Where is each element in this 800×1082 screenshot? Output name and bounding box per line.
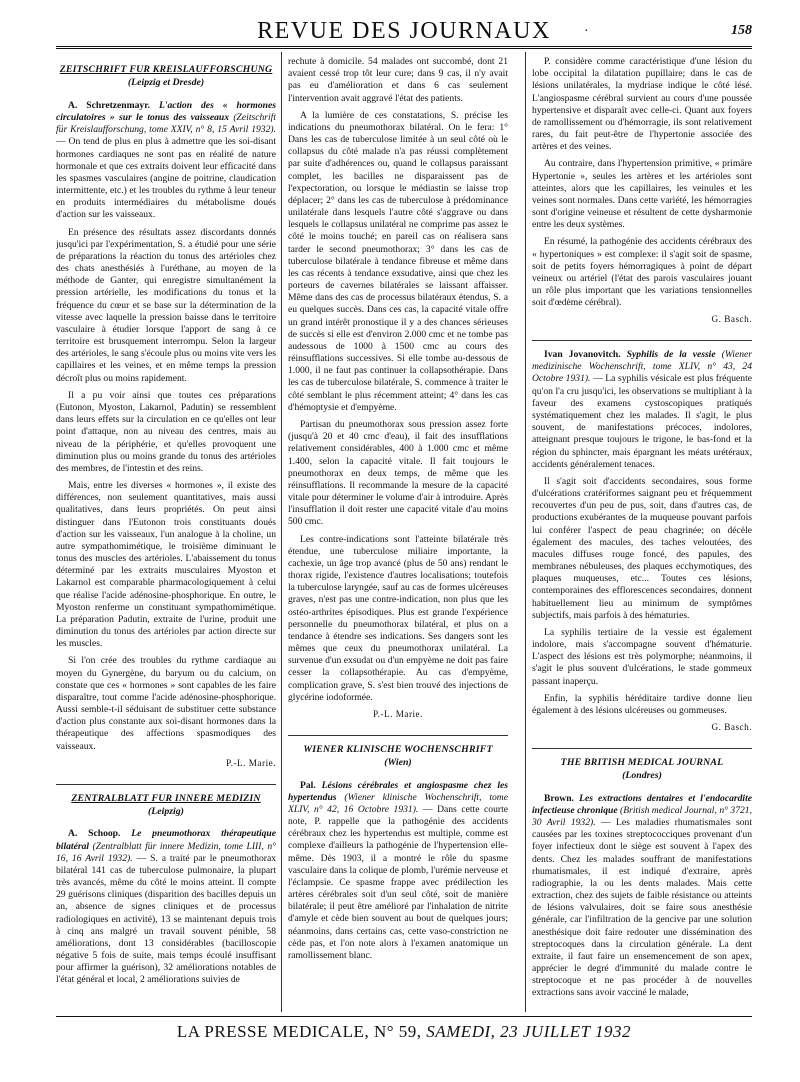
journal-name: THE BRITISH MEDICAL JOURNAL: [560, 756, 724, 768]
article-signature: P.-L. Marie.: [226, 757, 276, 768]
column-2: [288, 56, 508, 1014]
column-divider: [281, 52, 282, 1012]
article-author: Ivan Jovanovitch.: [544, 349, 621, 361]
article-paragraph: Mais, entre les diverses « hormones », il existe des différences, non seulement quantitatives, mais aussi qualitatives, dans leurs propriétés. On peut ainsi distinguer dans l'Eutonon trois constituants doués d'action sur les vaisseaux, l'un analogue à la choline, un autre sympathomimétique, le troisième diminuant le tonus des muscles des artérioles. L'abaissement du tonus déterminé par les extraits musculaires Myoston et Lakarnol est comparable pharmacologiquement à celui que réalise l'acide adénosine-phosphorique. En outre, le Myoston renferme un constituant sympathomimétique. La préparation Padutin, extraite de l'urine, produit une diminution du tonus des artérioles par action directe sur les muscles.: [56, 480, 276, 650]
article-reference: (Zeitschrift für Kreislaufforschung, tome XXIV, n° 8, 15 Avril 1932).: [56, 112, 276, 136]
column-1: [56, 56, 276, 996]
article-paragraph: Si l'on crée des troubles du rythme cardiaque au moyen du Gynergène, du baryum ou du calcium, on constate que ces « hormones » sont capables de les faire disparaître, tout comme l'acide adénosine-phosphorique. Aussi semble-t-il séduisant de substituer cette substance d'action plus constante aux soi-disant hormones dans la thérapeutique des affections spasmodiques des vaisseaux.: [56, 655, 276, 752]
journal-city: (Wien): [384, 757, 412, 769]
journal-city: (Leipzig et Dresde): [127, 77, 205, 89]
article-text: — La syphilis vésicale est plus fréquente qu'on l'a cru jusqu'ici, les observations se multipliant à la faveur des examens cystoscopiques pratiqués systématiquement chez les malades. Il s'agit, le plus souvent, de manifestations précoces, indolores, atteignant presque toujours le trigone, le bas-fond et la région du sphincter, mais épargnant les méats urétéraux, accidents généralement tenaces.: [532, 373, 752, 470]
article-reference: (Wiener medizinische Wochenschrift, tome XLIV, n° 43, 24 Octobre 1931).: [532, 349, 752, 385]
article-paragraph: Au contraire, dans l'hypertension primitive, « primäre Hypertonie », seules les artères et les artérioles sont atteintes, alors que les capillaires, les veinules et les veines sont normales. Dans cette variété, les hémorragies sont d'origine veineuse et résultent de cette dysharmonie entre les deux systèmes.: [532, 158, 752, 231]
journal-name: ZEITSCHRIFT FUR KREISLAUFFORSCHUNG: [59, 64, 273, 75]
article-paragraph: [532, 349, 752, 471]
page-footer: [56, 1022, 752, 1042]
page-title: REVUE DES JOURNAUX: [257, 18, 551, 44]
article-text: — On tend de plus en plus à admettre que les soi-disant hormones cardiaques ne sont pas en réalité de nature hormonale et que ces extraits doivent leur efficacité dans les spasmes vasculaires (angine de poitrine, claudication intermittente, etc.) et les troubles du rythme à leur teneur en produits intermédiaires du métabolisme doués d'action sur les vaisseaux.: [56, 136, 276, 221]
article-signature: P.-L. Marie.: [373, 708, 423, 719]
article-author: Brown.: [544, 792, 574, 804]
article-paragraph: Il a pu voir ainsi que toutes ces préparations (Eutonon, Myoston, Lakarnol, Padutin) se ressemblent dans leurs effets sur la circulation en ce qu'elles ont leur point d'attaque, non au niveau des centres, mais au niveau de la périphérie, et qu'elles provoquent une diminution plus ou moins grande du tonus des artérioles des membres, de l'intestin et des reins.: [56, 389, 276, 474]
article-signature: G. Basch.: [711, 314, 752, 325]
footer-date: SAMEDI, 23 JUILLET 1932: [426, 1022, 632, 1041]
article-author: Pal.: [300, 779, 316, 791]
section-separator: [288, 735, 508, 736]
article-paragraph: La syphilis tertiaire de la vessie est également indolore, mais s'accompagne souvent d'hématurie. L'aspect des lésions est très polymorphe; néanmoins, il s'agit le plus souvent d'ulcérations, le stade gommeux passant inaperçu.: [532, 626, 752, 687]
article-paragraph: P. considère comme caractéristique d'une lésion du lobe occipital la dilatation pupillaire; dans le cas de lésions unilatérales, la mydriase indique le côté lésé. L'angiospasme cérébral survient au cours d'une poussée hypertensive et disparaît avec celle-ci. Quant aux foyers de ramollissement ou d'hémorragie, ils sont relativement rares, du fait peut-être de l'hypertonie associée des artères et des veines.: [532, 56, 752, 153]
article-text: — Les maladies rhumatismales sont causées par les toxines streptococciques provenant d'un foyer infectieux dont le siège est souvent à l'apex des dents. Chez les malades souffrant de manifestations rhumatismales, il est indiqué d'extraire, après radiographie, la ou les dents malades. Mais cette extraction, chez des sujets de faible résistance ou atteints de lésions valvulaires, doit se faire sous anesthésie générale, car l'infiltration de la gencive par une solution anesthésique doit faire redouter une dissémination des streptocoques dans la circulation générale. La dent extraite, il faut faire un ensemencement de son apex, apprécier le degré d'immunité du malade contre le streptocoque et ne pas procéder à de nouvelles extractions sans avoir vacciné le malade,: [532, 817, 752, 999]
column-3: [532, 56, 752, 1014]
article-paragraph: [56, 100, 276, 222]
article-paragraph: En présence des résultats assez discordants donnés jusqu'ici par l'expérimentation, S. a étudié pour une série de préparations la réaction du tonus des artérioles chez des chats anesthésiés à l'uréthane, au moyen de la méthode de Ganter, qui enregistre simultanément la pression artérielle, les modifications du tonus et la fréquence du cœur et se base sur la détermination de la vitesse avec laquelle la pression baisse dans le territoire vasculaire à étudier lorsque l'apport de sang à ce territoire est brusquement interrompu. Selon la largeur des artérioles, le sang s'écoule plus ou moins vite vers les capillaires et les veines, et en même temps la pression décroît plus ou moins rapidement.: [56, 226, 276, 384]
article-paragraph: rechute à domicile. 54 malades ont succombé, dont 21 avaient cessé trop tôt leur cure; dans 9 cas, il n'y avait pas eu d'amélioration et dans 6 cas seulement l'intervention avait aggravé l'état des patients.: [288, 56, 508, 104]
journal-city: (Londres): [622, 770, 662, 782]
article-author: A. Schoop.: [68, 828, 121, 840]
article-author: A. Schretzenmayr.: [68, 99, 150, 111]
article-paragraph: Les contre-indications sont l'atteinte bilatérale très étendue, une tuberculose miliaire importante, la cachexie, un âge trop avancé (plus de 50 ans) rendant le thorax rigide, l'existence d'autres localisations; toutefois la tuberculose laryngée, sauf au cas de formes ulcéreuses graves, n'est pas une contre-indication, non plus que les ostéo-arthrites épisodiques. Plus est grande l'expérience personnelle du pneumothorax bilatéral, et plus on a tendance à étendre ses indications. Ses dangers sont les mêmes que ceux du pneumothorax unilatéral. La survenue d'un exsudat ou d'un empyème ne doit pas faire cesser la collapsothérapie. Au cas d'empyème, complication grave, S. s'est bien trouvé des injections de glycérine iodoformée.: [288, 533, 508, 703]
article-paragraph: Enfin, la syphilis héréditaire tardive donne lieu également à des lésions ulcéreuses ou gommeuses.: [532, 692, 752, 716]
article-paragraph: Partisan du pneumothorax sous pression assez forte (jusqu'à 20 et 40 cmc d'eau), il fait des insufflations relativement considérables, 400 à 1.000 cmc et même 1.400, selon la capacité vitale. Il fait toujours le pneumothorax en deux temps, de même que les réinsufflations. Il recommande la mesure de la capacité vitale pour déterminer le volume d'air à introduire. Après l'insufflation il doit rester une capacité vitale d'au moins 500 cmc.: [288, 418, 508, 528]
article-title: Syphilis de la vessie: [626, 349, 716, 361]
journal-name: WIENER KLINISCHE WOCHENSCHRIFT: [303, 743, 493, 755]
article-title: Les extractions dentaires et l'endocardite infectieuse chronique: [532, 792, 752, 816]
article-reference: (British medical Journal, n° 3721, 30 Avril 1932).: [532, 804, 752, 829]
article-text: — Dans cette courte note, P. rappelle que la pathogénie des accidents cérébraux chez les hypertendus est multiple, comme est complexe d'ailleurs la pathogénie de l'hypertension elle-même. Dès 1903, il a montré le rôle du spasme vasculaire dans la colique de plomb, l'urémie nerveuse et l'éclampsie. Ce spasme frappe avec prédilection les artères cérébrales soit d'un seul côté, soit de manière bilatérale; il peut être amélioré par l'inhalation de nitrite d'amyle et cède bien souvent au bout de quelques jours; néanmoins, dans certains cas, cette vaso-constriction ne cède pas, et l'on note alors à l'examen anatomique un ramollissement blanc.: [288, 803, 508, 961]
article-paragraph: [56, 828, 276, 986]
journal-name: ZENTRALBLATT FUR INNERE MEDIZIN: [71, 792, 261, 804]
article-reference: (Wiener klinische Wochenschrift, tome XLIV, n° 42, 16 Octobre 1931).: [288, 791, 508, 815]
article-title: L'action des « hormones circulatoires » sur le tonus des vaisseaux: [56, 99, 276, 124]
article-title: Lésions cérébrales et angiospasme chez les hypertendus: [288, 779, 508, 803]
article-signature: G. Basch.: [711, 722, 752, 733]
section-separator: [532, 340, 752, 341]
footer-rule: [56, 1016, 752, 1017]
section-separator: [56, 784, 276, 785]
article-reference: (Zentralblatt für innere Medizin, tome LIII, n° 16, 16 Avril 1932).: [56, 840, 276, 864]
article-paragraph: [288, 780, 508, 963]
article-title: Le pneumothorax thérapeutique bilatéral: [56, 828, 276, 852]
column-divider: [525, 52, 526, 1012]
article-paragraph: [532, 793, 752, 1000]
section-separator: [532, 748, 752, 749]
article-text: — S. a traité par le pneumothorax bilatéral 141 cas de tuberculose pulmonaire, la plupart très avancés, même du côté le moins atteint. Il compte 29 guérisons cliniques (disparition des bacilles depuis un an, absence de signes cliniques et de processus radiologiques en activité), 13 se maintenant depuis trois à cinq ans malgré un travail souvent pénible, 58 améliorations, dont 13 considérables (bacilloscopie négative 5 fois de suite, mais temps écoulé insuffisant pour affirmer la guérison), 32 améliorations notables de l'état général et local, 2 améliorations suivies de: [56, 852, 276, 986]
article-paragraph: Il s'agit soit d'accidents secondaires, sous forme d'ulcérations cratériformes saignant peu et fréquemment recouvertes d'un peu de pus, soit, dans d'autres cas, de productions exubérantes de la muqueuse pouvant parfois lui conférer l'aspect de peau chagrinée; on décèle également des macules, des taches veloutées, des macules diffuses rouge foncé, des papules, des membranes nébuleuses, des plaques ecchymotiques, des plaques muqueuses, etc... Toutes ces lésions, contemporaines des efflorescences secondaires, donnent habituellement lieu au minimum de symptômes subjectifs, mais parfois à des hématuries.: [532, 475, 752, 621]
article-paragraph: A la lumière de ces constatations, S. précise les indications du pneumothorax bilatéral. On le fera: 1° Dans les cas de tuberculose limitée à un seul côté où le collapsus du côté malade n'a pas réussi complètement par suite d'adhérences ou, quand le collapsus paraissant complet, les bacilles ne disparaissent pas de l'expectoration, ou lorsque le médiastin se laisse trop déplacer; 2° dans les cas de tuberculose à prédominance unilatérale dans lesquels l'autre côté s'aggrave ou dans lesquels le collapsus unilatéral ne comprime pas assez le côté le moins touché; en pareil cas on réalisera sans tarder le second pneumothorax; 3° dans les cas de tuberculose bilatérale à tendance fibreuse et même dans les cas récents à tendance exsudative, ainsi que chez les porteurs de cavernes bilatérales se laissant affaisser. Même dans des cas de processus bilatéraux étendus, S. a eu quelques succès. Dans ces cas, la capacité vitale offre un grand intérêt pronostique il y a des chances sérieuses de succès si elle est d'environ 2.000 cmc et ne tombe pas audessous de 1000 à 1500 cmc au cours des réinsufflations successives. Si elle tombe au-dessous de 1.000, il ne faut pas continuer la collapsothérapie. Dans les cas de tuberculose bilatérale, S. commence à traiter le côté semblant le plus récemment atteint; 4° dans les cas d'hémoptysie et d'empyème.: [288, 109, 508, 413]
page-number: 158: [731, 23, 752, 38]
footer-publication: LA PRESSE MEDICALE, N° 59,: [176, 1022, 422, 1041]
journal-city: (Leipzig): [148, 805, 184, 817]
article-paragraph: En résumé, la pathogénie des accidents cérébraux des « hypertoniques » est complexe: il s'agit soit de spasme, soit de petits foyers hémorragiques à point de départ veineux ou artériel (l'état des parois vasculaires jouant un rôle plus important que les variations tensionnelles soit d'œdème cérébral).: [532, 236, 752, 309]
page-header: [56, 18, 752, 44]
header-dot: ·: [584, 24, 589, 39]
header-rule: [56, 46, 752, 52]
